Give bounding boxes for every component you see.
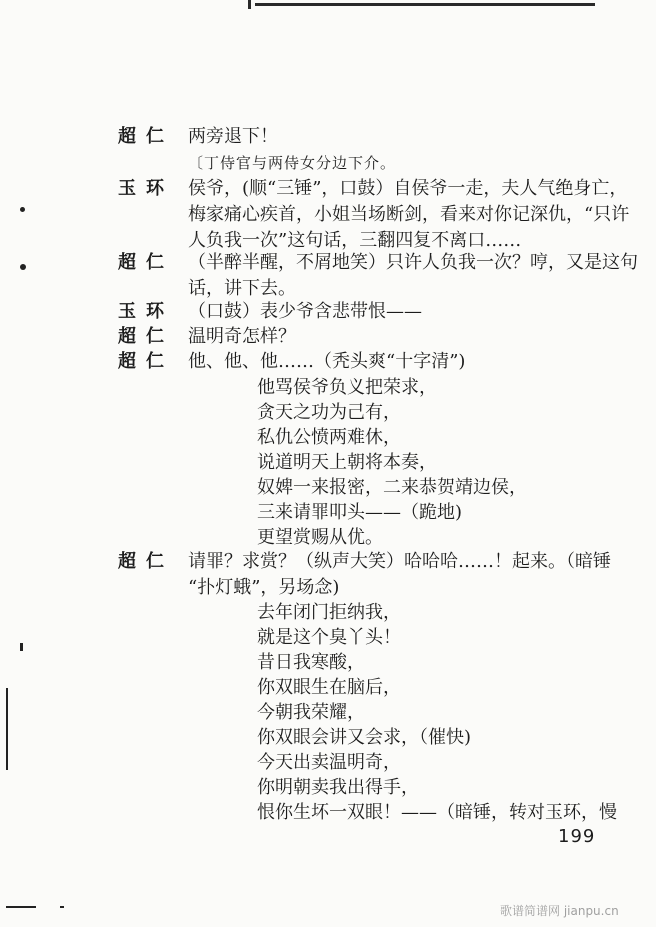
verse-line: 说道明天上朝将本奏， bbox=[257, 452, 437, 473]
dialogue-line: （半醉半醒，不屑地笑）只许人负我一次？哼，又是这句 bbox=[188, 252, 638, 273]
dialogue-line: 侯爷，(顺“三锤”，口鼓）自侯爷一走，夫人气绝身亡， bbox=[188, 178, 628, 199]
margin-mark bbox=[6, 688, 8, 770]
verse-line: 你明朝卖我出得手， bbox=[257, 777, 419, 798]
dialogue-text bbox=[188, 250, 638, 302]
verse-line: 昔日我寒酸， bbox=[257, 652, 365, 673]
margin-mark bbox=[20, 264, 26, 270]
stage-direction bbox=[188, 150, 626, 176]
dialogue-text bbox=[188, 299, 626, 325]
dialogue-line: 请罪？求赏？（纵声大笑）哈哈哈……！起来。（暗锤 bbox=[188, 551, 611, 572]
stage-direction-line: 〔丁侍官与两侍女分边下介。 bbox=[188, 154, 397, 172]
verse-line: 就是这个臭丫头！ bbox=[257, 627, 401, 648]
dialogue-line: 梅家痛心疾首，小姐当场断剑，看来对你记深仇，“只许 bbox=[188, 204, 630, 225]
dialogue-row bbox=[118, 349, 626, 375]
dialogue-line: “扑灯蛾”，另场念) bbox=[188, 577, 340, 598]
margin-mark bbox=[6, 906, 36, 908]
dialogue-row bbox=[118, 549, 626, 601]
verse-line: 奴婢一来报密，二来恭贺靖边侯， bbox=[257, 477, 527, 498]
margin-mark bbox=[20, 207, 25, 212]
dialogue-text bbox=[188, 176, 630, 254]
margin-mark bbox=[20, 643, 23, 651]
dialogue-row bbox=[118, 176, 630, 254]
verse-line: 去年闭门拒纳我， bbox=[257, 602, 401, 623]
page-number: 199 bbox=[558, 826, 596, 847]
verse-line: 三来请罪叩头——（跪地) bbox=[257, 502, 463, 523]
speaker-name: 超仁 bbox=[118, 252, 174, 273]
dialogue-text bbox=[188, 549, 626, 601]
dialogue-line: 话，讲下去。 bbox=[188, 278, 296, 299]
dialogue-text bbox=[188, 324, 626, 350]
verse-line: 你双眼会讲又会求，（催快) bbox=[257, 727, 472, 748]
dialogue-line: 温明奇怎样？ bbox=[188, 326, 296, 347]
verse-line: 更望赏赐从优。 bbox=[257, 527, 383, 548]
dialogue-line: （口鼓）表少爷含悲带恨—— bbox=[188, 301, 422, 322]
verse-line: 你双眼生在脑后， bbox=[257, 677, 401, 698]
dialogue-text bbox=[188, 124, 626, 150]
site-watermark: 歌谱简谱网 jianpu.cn bbox=[500, 904, 619, 918]
verse-line: 私仇公愤两难休， bbox=[257, 427, 401, 448]
verse-line: 今天出卖温明奇， bbox=[257, 752, 401, 773]
speaker-name: 超仁 bbox=[118, 326, 174, 347]
dialogue-row bbox=[118, 124, 626, 150]
dialogue-text bbox=[188, 349, 626, 375]
dialogue-line: 两旁退下！ bbox=[188, 126, 278, 147]
dialogue-row bbox=[118, 299, 626, 325]
verse-line: 恨你生坏一双眼！——（暗锤，转对玉环，慢 bbox=[257, 802, 617, 823]
speaker-name: 玉环 bbox=[118, 301, 174, 322]
dialogue-row bbox=[118, 324, 626, 350]
speaker-name: 超仁 bbox=[118, 126, 174, 147]
verse-line: 他骂侯爷负义把荣求， bbox=[257, 377, 437, 398]
stage-direction-row bbox=[118, 150, 626, 176]
dialogue-line: 人负我一次”这句话，三翻四复不离口…… bbox=[188, 230, 522, 251]
speaker-name: 超仁 bbox=[118, 351, 174, 372]
verse-line: 今朝我荣耀， bbox=[257, 702, 365, 723]
speaker-name: 超仁 bbox=[118, 551, 174, 572]
top-edge-rule bbox=[255, 3, 595, 6]
margin-mark bbox=[60, 906, 64, 908]
top-edge-tick bbox=[248, 0, 251, 9]
dialogue-row bbox=[118, 250, 638, 302]
verse-line: 贪天之功为己有， bbox=[257, 402, 401, 423]
speaker-name: 玉环 bbox=[118, 178, 174, 199]
dialogue-line: 他、他、他……（秃头爽“十字清”) bbox=[188, 351, 466, 372]
